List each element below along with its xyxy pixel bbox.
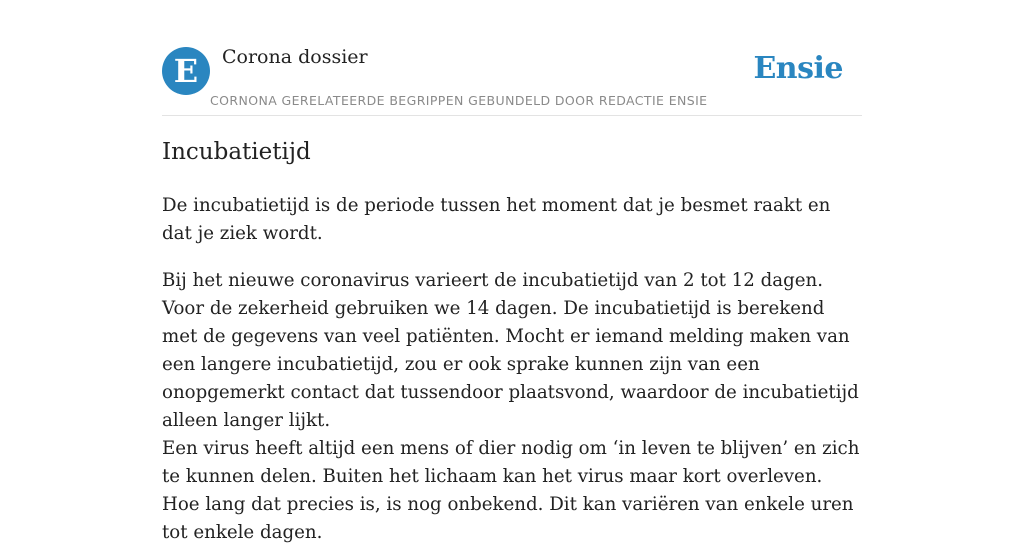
dossier-header xyxy=(162,0,862,116)
article-title: Incubatietijd xyxy=(162,139,311,165)
article-paragraph: Een virus heeft altijd een mens of dier nodig om ‘in leven te blijven’ en zich te kunnen delen. Buiten het lichaam kan het virus maar kort overleven. Hoe lang dat precies is, is nog onbekend. Dit kan variëren van enkele uren tot enkele dagen. xyxy=(162,438,860,543)
ensie-brand-logo[interactable]: Ensie xyxy=(753,51,843,86)
article-paragraph: De incubatietijd is de periode tussen het moment dat je besmet raakt en dat je ziek wordt. xyxy=(162,195,831,244)
article-paragraph: Bij het nieuwe coronavirus varieert de incubatietijd van 2 tot 12 dagen. Voor de zekerheid gebruiken we 14 dagen. De incubatietijd is berekend met de gegevens van veel patiënten. Mocht er iemand melding maken van een langere incubatietijd, zou er ook sprake kunnen zijn van een onopgemerkt contact dat tussendoor plaatsvond, waardoor de incubatietijd alleen langer lijkt. xyxy=(162,270,859,431)
content-container xyxy=(162,0,862,543)
dossier-title[interactable]: Corona dossier xyxy=(222,46,368,68)
dossier-subtitle: CORNONA GERELATEERDE BEGRIPPEN GEBUNDELD DOOR REDACTIE ENSIE xyxy=(210,93,708,108)
ensie-logo-badge[interactable]: E xyxy=(162,47,210,95)
